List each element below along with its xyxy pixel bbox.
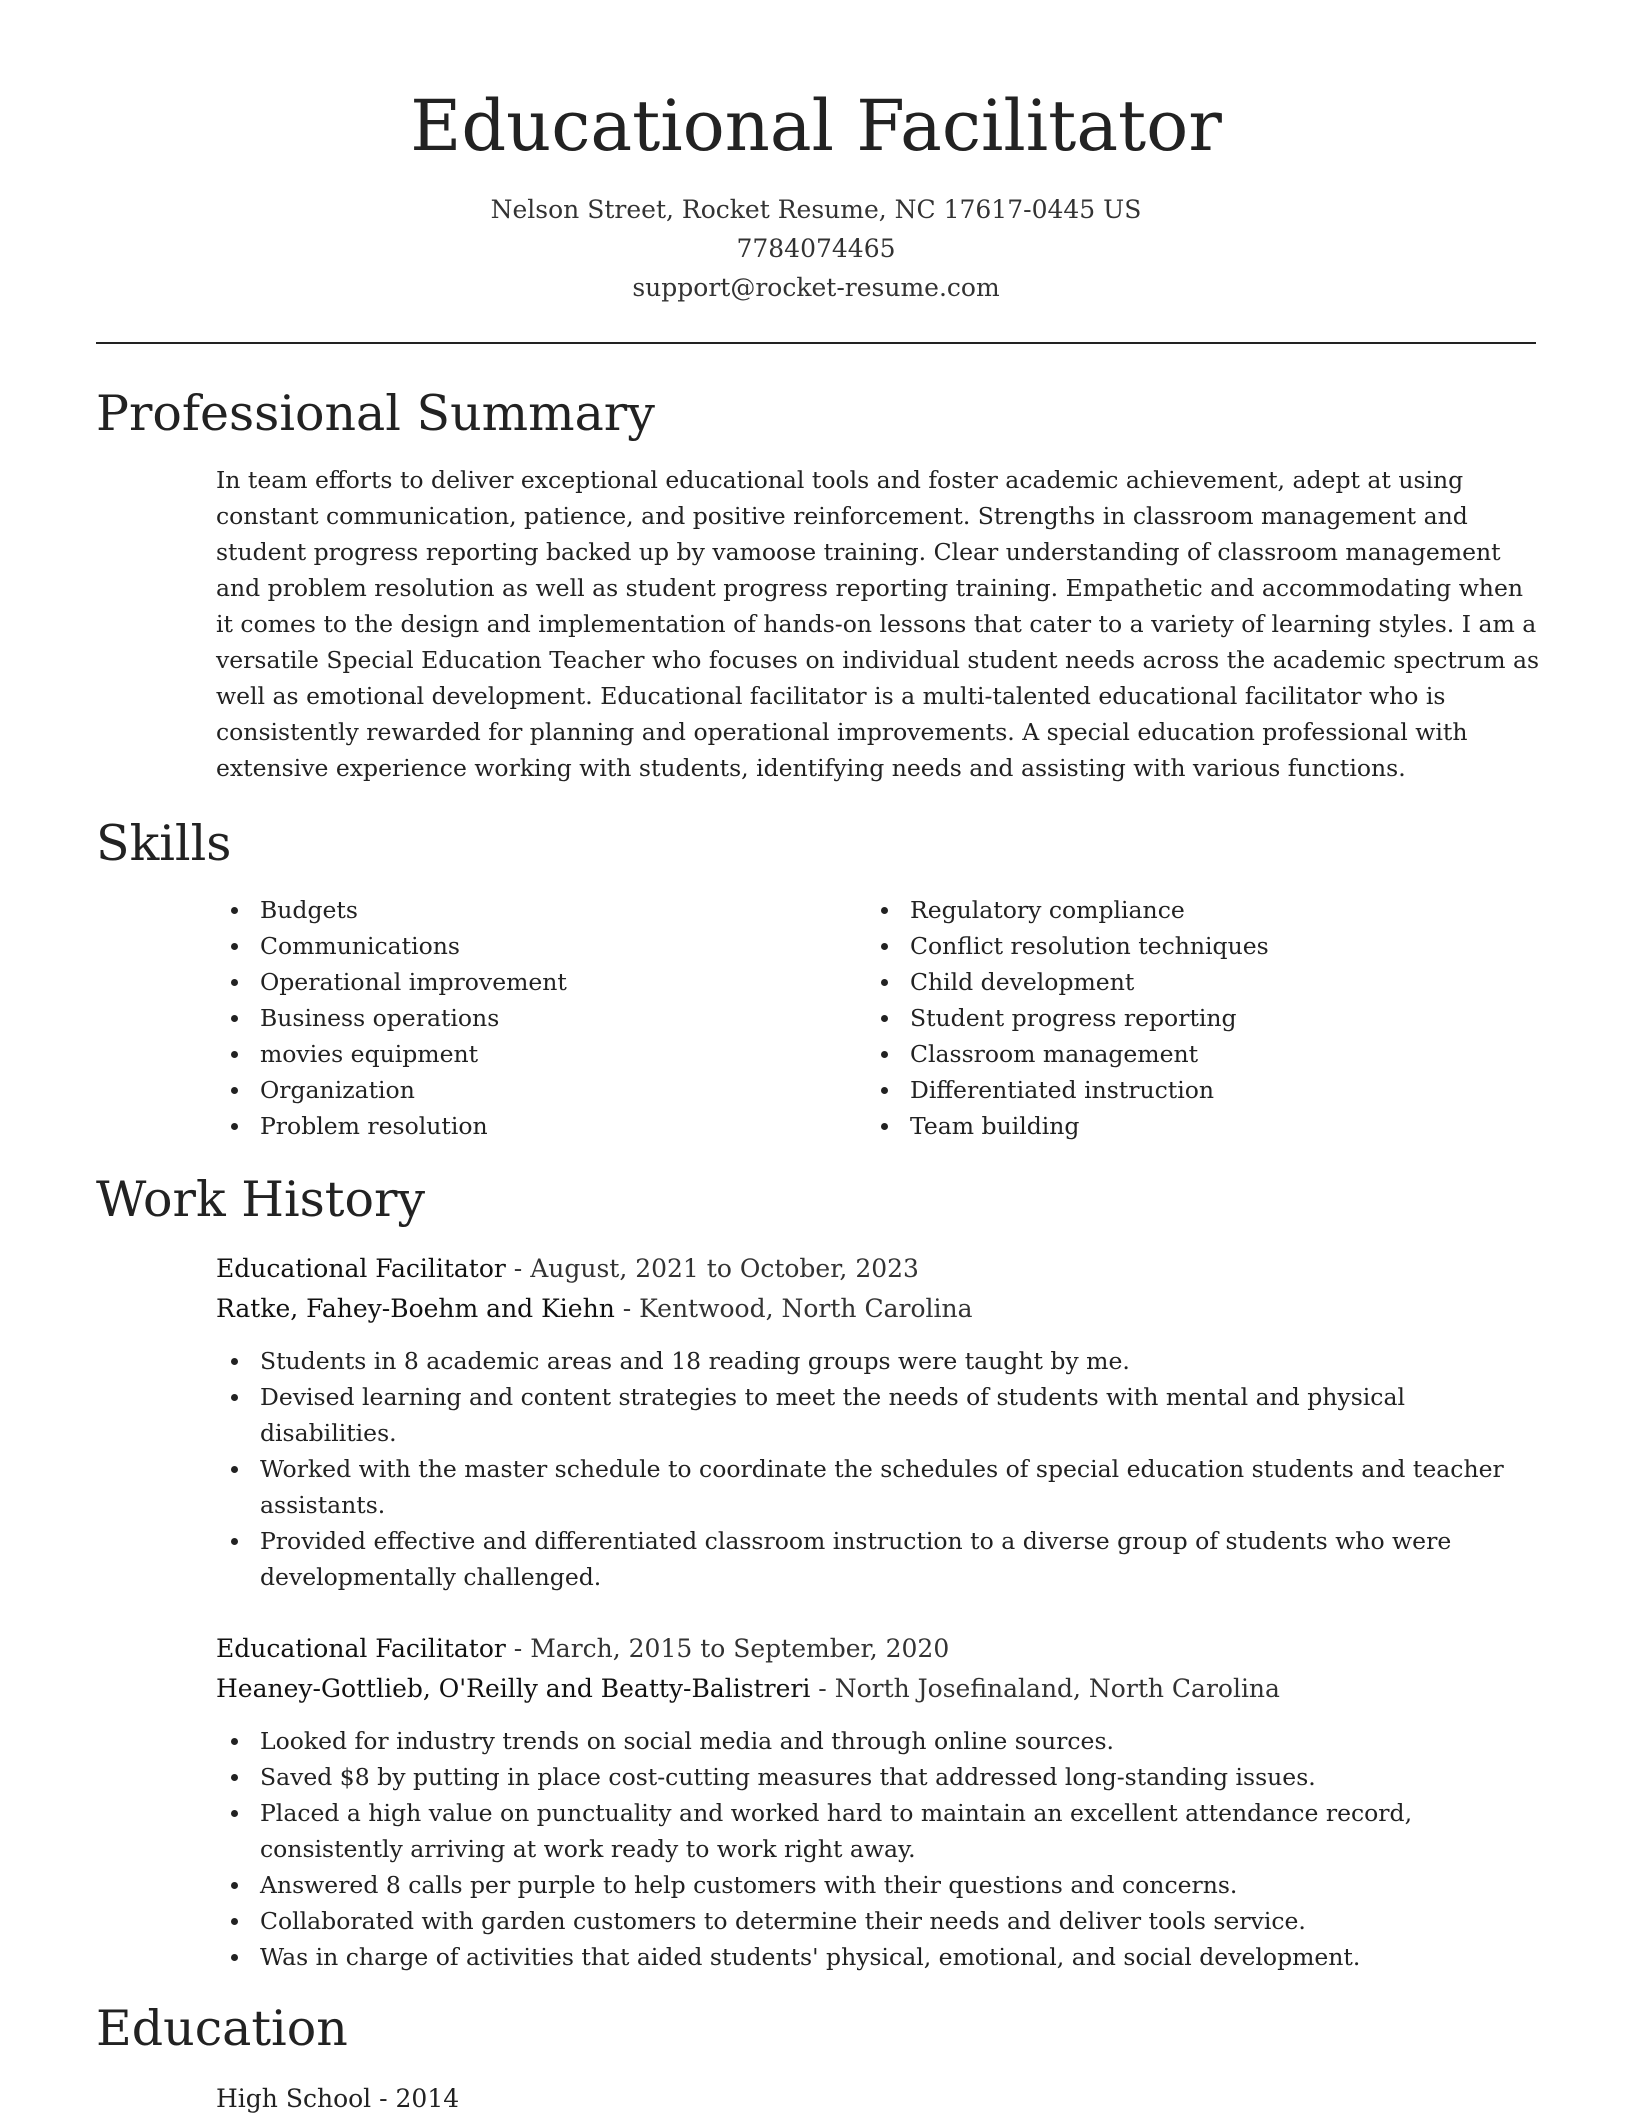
job-bullets	[216, 1343, 1504, 1595]
job-location: North Josefinaland, North Carolina	[834, 1674, 1280, 1703]
skill-item: Communications	[216, 928, 567, 964]
summary-line: versatile Special Education Teacher who focuses on individual student needs across the academic spectrum as	[216, 646, 1540, 674]
job-bullet	[216, 1379, 1504, 1451]
separator: -	[614, 1294, 640, 1323]
bullet-text: Saved $8 by putting in place cost-cutting measures that addressed long-standing issues.	[260, 1763, 1316, 1791]
job-bullet	[216, 1939, 1412, 1975]
summary-line: consistently rewarded for planning and operational improvements. A special education professional with	[216, 718, 1468, 746]
bullet-text: Placed a high value on punctuality and worked hard to maintain an excellent attendance record,	[260, 1799, 1413, 1827]
skill-item: Operational improvement	[216, 964, 567, 1000]
bullet-text: consistently arriving at work ready to work right away.	[260, 1835, 916, 1863]
summary-line: student progress reporting backed up by vamoose training. Clear understanding of classroom management	[216, 538, 1501, 566]
bullet-text: Answered 8 calls per purple to help customers with their questions and concerns.	[260, 1871, 1238, 1899]
job-role: Educational Facilitator	[216, 1634, 506, 1663]
skills-heading: Skills	[96, 815, 232, 872]
job-bullets	[216, 1723, 1412, 1975]
separator: -	[810, 1674, 835, 1703]
work-history-heading: Work History	[96, 1171, 426, 1228]
skill-item: Differentiated instruction	[866, 1072, 1269, 1108]
separator: -	[505, 1254, 531, 1283]
job-bullet	[216, 1867, 1412, 1903]
job-bullet	[216, 1523, 1504, 1595]
job-bullet	[216, 1723, 1412, 1759]
skill-item: Classroom management	[866, 1036, 1269, 1072]
education-entry: High School - 2014	[216, 2084, 460, 2113]
job-title-line	[216, 1249, 919, 1289]
skill-item: Organization	[216, 1072, 567, 1108]
skill-item: Problem resolution	[216, 1108, 567, 1144]
header-divider	[96, 342, 1536, 344]
separator: -	[505, 1634, 531, 1663]
bullet-text: assistants.	[260, 1491, 386, 1519]
phone: 7784074465	[736, 234, 896, 263]
job-bullet	[216, 1451, 1504, 1523]
skills-list-left	[216, 892, 567, 1144]
job-company: Heaney-Gottlieb, O'Reilly and Beatty-Balistreri	[216, 1674, 811, 1703]
job-bullet	[216, 1343, 1504, 1379]
education-heading: Education	[96, 2000, 348, 2057]
summary-line: extensive experience working with students, identifying needs and assisting with various functions.	[216, 754, 1406, 782]
summary-heading: Professional Summary	[96, 385, 655, 442]
bullet-text: developmentally challenged.	[260, 1563, 602, 1591]
skill-item: Business operations	[216, 1000, 567, 1036]
bullet-text: Worked with the master schedule to coordinate the schedules of special education students and teacher	[260, 1455, 1504, 1483]
skill-item: movies equipment	[216, 1036, 567, 1072]
bullet-text: disabilities.	[260, 1419, 397, 1447]
job-title-line	[216, 1629, 949, 1669]
bullet-text: Provided effective and differentiated classroom instruction to a diverse group of students who were	[260, 1527, 1452, 1555]
summary-line: well as emotional development. Educational facilitator is a multi-talented educational facilitator who is	[216, 682, 1446, 710]
job-dates: March, 2015 to September, 2020	[530, 1634, 950, 1663]
skill-item: Budgets	[216, 892, 567, 928]
skill-item: Regulatory compliance	[866, 892, 1269, 928]
candidate-name: Educational Facilitator	[410, 85, 1222, 167]
job-company: Ratke, Fahey-Boehm and Kiehn	[216, 1294, 615, 1323]
summary-paragraph	[216, 462, 1540, 786]
summary-line: constant communication, patience, and positive reinforcement. Strengths in classroom management and	[216, 502, 1468, 530]
job-dates: August, 2021 to October, 2023	[530, 1254, 919, 1283]
bullet-text: Collaborated with garden customers to determine their needs and deliver tools service.	[260, 1907, 1306, 1935]
job-bullet	[216, 1759, 1412, 1795]
bullet-text: Devised learning and content strategies to meet the needs of students with mental and physical	[260, 1383, 1405, 1411]
job-employer-line	[216, 1669, 1280, 1709]
bullet-text: Was in charge of activities that aided students' physical, emotional, and social development.	[260, 1943, 1361, 1971]
job-bullet	[216, 1903, 1412, 1939]
skill-item: Team building	[866, 1108, 1269, 1144]
skills-list-right	[866, 892, 1269, 1144]
skill-item: Conflict resolution techniques	[866, 928, 1269, 964]
summary-line: In team efforts to deliver exceptional educational tools and foster academic achievement, adept at using	[216, 466, 1464, 494]
job-employer-line	[216, 1289, 973, 1329]
contact-block	[0, 190, 1632, 307]
summary-line: it comes to the design and implementation of hands-on lessons that cater to a variety of learning styles. I am a	[216, 610, 1537, 638]
bullet-text: Students in 8 academic areas and 18 reading groups were taught by me.	[260, 1347, 1130, 1375]
skill-item: Student progress reporting	[866, 1000, 1269, 1036]
job-bullet	[216, 1795, 1412, 1867]
email: support@rocket-resume.com	[632, 273, 1000, 302]
job-role: Educational Facilitator	[216, 1254, 506, 1283]
bullet-text: Looked for industry trends on social media and through online sources.	[260, 1727, 1114, 1755]
address: Nelson Street, Rocket Resume, NC 17617-0445 US	[490, 195, 1142, 224]
summary-line: and problem resolution as well as student progress reporting training. Empathetic and accommodating when	[216, 574, 1523, 602]
job-location: Kentwood, North Carolina	[639, 1294, 973, 1323]
skill-item: Child development	[866, 964, 1269, 1000]
